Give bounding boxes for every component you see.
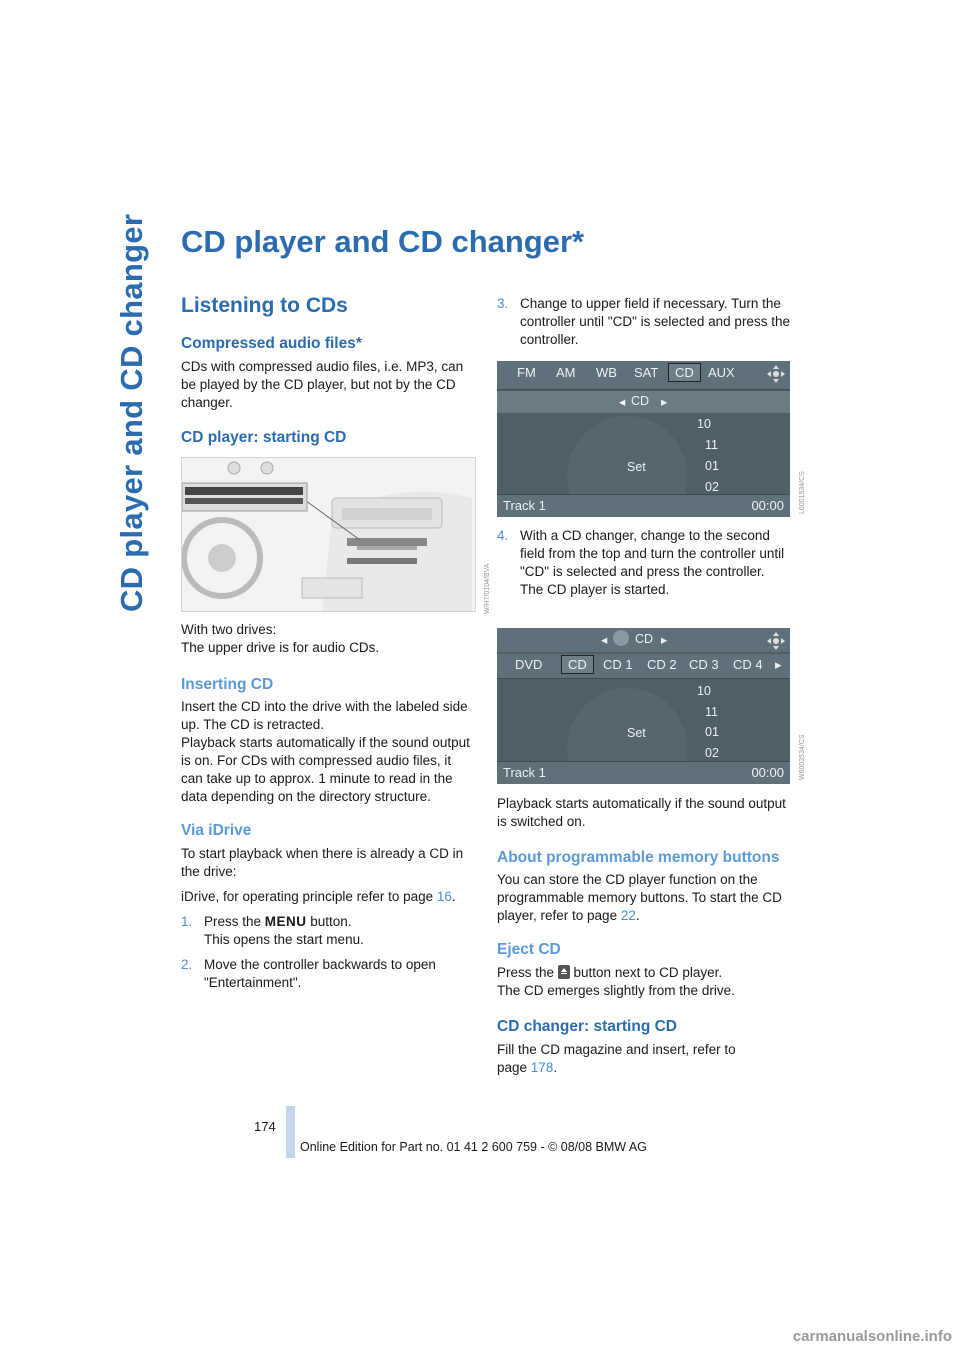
chevron-right-icon: ▸ [661,633,668,647]
scroll-right-icon[interactable]: ▸ [775,657,782,672]
figure-code: W6003534/CS [799,734,806,780]
tab-cd[interactable]: CD [561,655,594,674]
tab-wb[interactable]: WB [596,365,617,380]
figure-code: W/H7/0104/BVA [484,563,491,614]
step-4-text: With a CD changer, change to the second field from the top and turn the controller until "CD" is selected and press the controller. [520,528,785,579]
paragraph-memory-buttons [497,871,790,925]
text-idrive-pre: iDrive, for operating principle refer to page [181,889,437,904]
step-3-item [497,295,790,349]
step-number: 1. [181,914,193,929]
step-2 [181,956,474,992]
text-eject-post: button next to CD player. [569,965,723,980]
track-item[interactable]: 10 [697,684,711,698]
text-memory-buttons [497,871,790,925]
step-4-result: The CD player is started. [520,582,670,597]
controller-icon [766,364,786,384]
watermark: carmanualsonline.info [792,1328,952,1345]
sidebar-chapter-label [112,213,152,612]
step-3-text: Change to upper field if necessary. Turn the controller until "CD" is selected and press the controller. [520,296,790,347]
heading-compressed-audio: Compressed audio files* [181,335,362,352]
tab-cd1[interactable]: CD 1 [603,657,633,672]
heading-inserting-cd: Inserting CD [181,676,274,693]
disc-icon [613,630,629,646]
text-playback-sound: Playback starts automatically if the sound output is switched on. [497,796,786,829]
text-period: . [553,1060,558,1075]
track-item[interactable]: 02 [705,480,719,494]
step-2-text: Move the controller backwards to open "Entertainment". [204,957,436,990]
heading-via-idrive: Via iDrive [181,822,252,839]
paragraph-two-drives [181,621,473,657]
track-item[interactable]: 10 [697,417,711,431]
page-link-16[interactable]: 16 [436,889,452,904]
track-status: Track 1 [503,765,546,780]
paragraph-inserting-cd [181,698,474,806]
sidebar-text: CD player and CD changer [114,213,149,612]
controller-icon [766,631,786,651]
set-label[interactable]: Set [627,460,646,474]
track-item[interactable]: 02 [705,746,719,760]
text-two-drives: With two drives: [181,622,277,637]
paragraph-cd-changer [497,1041,757,1077]
page-title [181,224,584,260]
page-link-178[interactable]: 178 [530,1060,554,1075]
text-period: . [635,908,640,923]
tab-aux[interactable]: AUX [708,365,735,380]
step-4-item [497,527,790,599]
heading-eject-cd: Eject CD [497,941,561,958]
step-number: 2. [181,957,193,972]
optional-star: * [572,224,585,259]
step-4 [497,527,790,599]
text-idrive-principle [181,888,474,906]
page-number: 174 [254,1119,276,1134]
heading-cd-changer-start: CD changer: starting CD [497,1018,677,1035]
dashboard-illustration [182,458,475,611]
figure-code: L6001534/CS [799,471,806,514]
text-eject-pre: Press the [497,965,558,980]
source-label: CD [635,632,654,646]
page-link-22[interactable]: 22 [620,908,636,923]
text-playback-existing: To start playback when there is already a CD in the drive: [181,846,464,879]
set-label[interactable]: Set [627,726,646,740]
text-eject-result: The CD emerges slightly from the drive. [497,983,735,998]
text-upper-drive: The upper drive is for audio CDs. [181,640,380,655]
step-1-post: button. [306,914,352,929]
step-1-result: This opens the start menu. [204,932,364,947]
dashboard-photo [181,457,476,612]
time-status: 00:00 [751,765,784,780]
text-cd-changer [497,1041,757,1077]
paragraph-via-idrive [181,845,474,992]
chevron-left-icon: ◂ [619,395,626,409]
paragraph-compressed-audio [181,358,473,412]
footer-bar [286,1106,295,1158]
text-compressed-audio: CDs with compressed audio files, i.e. MP3, can be played by the CD player, but not by the CD changer. [181,359,464,410]
text-eject-press [497,964,790,982]
tab-cd4[interactable]: CD 4 [733,657,763,672]
tab-am[interactable]: AM [556,365,576,380]
step-1 [181,913,474,949]
step-1-text [204,913,474,931]
status-bar [497,761,790,784]
track-item[interactable]: 11 [705,705,718,719]
text-period: . [451,889,456,904]
tab-dvd[interactable]: DVD [515,657,543,672]
source-selector[interactable] [497,391,790,413]
chevron-right-icon: ▸ [661,395,668,409]
step-1-pre: Press the [204,914,265,929]
time-status: 00:00 [751,498,784,513]
source-selector[interactable] [497,628,790,652]
footer-edition: Online Edition for Part no. 01 41 2 600 759 - © 08/08 BMW AG [300,1140,647,1154]
tab-sat[interactable]: SAT [634,365,659,380]
eject-icon [558,965,570,979]
paragraph-playback [497,795,790,831]
text-playback-auto: Playback starts automatically if the sound output is on. For CDs with compressed audio files, it can take up to approx. 1 minute to read in the data depending on the directory structure. [181,735,470,804]
tab-cd2[interactable]: CD 2 [647,657,677,672]
menu-key-icon: MENU [264,914,307,929]
track-item[interactable]: 01 [705,459,719,473]
step-number: 3. [497,296,509,311]
text-memory-pre: You can store the CD player function on the programmable memory buttons. To start the CD player, refer to page [497,872,782,923]
heading-cd-player-start: CD player: starting CD [181,429,347,446]
text-insert-cd: Insert the CD into the drive with the labeled side up. The CD is retracted. [181,699,468,732]
changer-tab-bar [497,654,790,679]
source-tab-bar [497,361,790,390]
source-label: CD [631,394,650,408]
idrive-screen-2 [497,628,790,784]
status-bar [497,494,790,517]
tab-cd[interactable]: CD [668,363,701,382]
text-changer-pre: Fill the CD magazine and insert, refer to page [497,1042,736,1075]
track-item[interactable]: 11 [705,438,718,452]
track-status: Track 1 [503,498,546,513]
chevron-left-icon: ◂ [601,633,608,647]
heading-memory-buttons: About programmable memory buttons [497,849,780,866]
paragraph-eject-cd [497,964,790,1000]
idrive-screen-1 [497,361,790,517]
tab-cd3[interactable]: CD 3 [689,657,719,672]
track-item[interactable]: 01 [705,725,719,739]
page-title-text: CD player and CD changer [181,224,573,259]
step-3 [497,295,790,349]
section-title: Listening to CDs [181,294,348,317]
step-number: 4. [497,528,509,543]
tab-fm[interactable]: FM [517,365,536,380]
